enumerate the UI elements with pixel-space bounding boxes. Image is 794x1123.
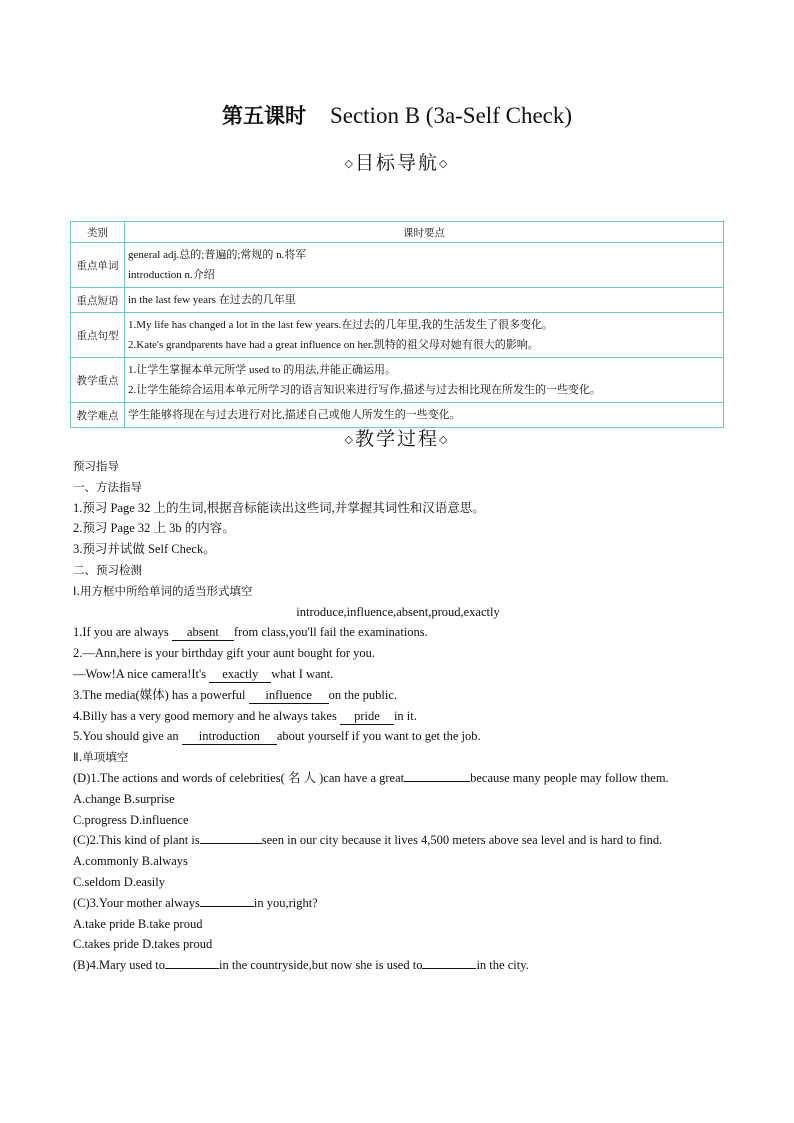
part1-title: Ⅰ.用方框中所给单词的适当形式填空 <box>73 583 253 598</box>
mc-options: A.take pride B.take proud <box>73 916 203 931</box>
row-line: 1.My life has changed a lot in the last few years.在过去的几年里,我的生活发生了很多变化。 <box>128 319 553 331</box>
fill-text: what I want. <box>271 666 334 681</box>
question-blank <box>200 843 262 844</box>
preview-heading: 预习指导 <box>73 459 119 473</box>
title-cn: 第五课时 <box>221 104 306 128</box>
question-text: in the city. <box>476 958 529 973</box>
question-text: in you,right? <box>253 895 318 910</box>
row-line: 2.让学生能综合运用本单元所学习的语言知识来进行写作,描述与过去相比现在所发生的一些变化。 <box>128 384 601 396</box>
mc-options: C.seldom D.easily <box>73 874 166 889</box>
fill-text: on the public. <box>328 687 398 702</box>
goals-banner-text: 目标导航 <box>354 152 439 174</box>
fill-text: from class,you'll fail the examinations. <box>233 625 428 640</box>
row-line: 1.让学生掌握本单元所学 used to 的用法,并能正确运用。 <box>128 364 396 376</box>
row-line: general adj.总的;普遍的;常规的 n.将军 <box>128 249 307 261</box>
row-line: in the last few years 在过去的几年里 <box>128 294 296 306</box>
method-item: 2.预习 Page 32 上 3b 的内容。 <box>73 521 235 536</box>
row-category: 重点句型 <box>71 313 125 358</box>
fill-text: 4.Billy has a very good memory and he always takes <box>73 708 340 723</box>
answer-blank: influence <box>249 688 329 704</box>
part2-title: Ⅱ.单项填空 <box>73 750 129 765</box>
row-category: 重点短语 <box>71 288 125 313</box>
row-content <box>125 243 724 288</box>
method-guide-title: 一、方法指导 <box>73 479 142 494</box>
answer-blank: exactly <box>209 667 271 683</box>
fill-item <box>73 726 723 747</box>
diamond-icon: ◇ <box>344 433 355 446</box>
fill-item <box>73 706 723 727</box>
question-blank <box>165 968 219 969</box>
table-row <box>71 288 724 313</box>
fill-text: 2.—Ann,here is your birthday gift your aunt bought for you. <box>73 646 376 661</box>
row-category: 教学重点 <box>71 358 125 403</box>
question-text: (C)3.Your mother always <box>73 895 200 910</box>
question-blank <box>422 968 476 969</box>
mc-question <box>73 893 723 914</box>
fill-item <box>73 622 723 643</box>
row-line: 学生能够将现在与过去进行对比,描述自己或他人所发生的一些变化。 <box>128 409 461 421</box>
table-header-row <box>71 222 724 243</box>
mc-question <box>73 768 723 789</box>
mc-options: C.progress D.influence <box>73 812 189 827</box>
fill-text: about yourself if you want to get the job. <box>276 729 481 744</box>
diamond-icon: ◇ <box>344 157 355 170</box>
preview-check-title: 二、预习检测 <box>73 562 142 577</box>
mc-options: C.takes pride D.takes proud <box>73 937 213 952</box>
fill-item <box>73 664 723 685</box>
row-content <box>125 288 724 313</box>
question-blank <box>200 906 254 907</box>
fill-text: 1.If you are always <box>73 625 172 640</box>
mc-question <box>73 955 723 976</box>
row-content <box>125 358 724 403</box>
process-banner-text: 教学过程 <box>354 428 439 450</box>
page-title <box>0 100 794 130</box>
answer-blank: pride <box>340 709 394 725</box>
question-text: (B)4.Mary used to <box>73 958 165 973</box>
diamond-icon: ◇ <box>439 157 450 170</box>
question-text: in the countryside,but now she is used to <box>219 958 423 973</box>
goals-banner <box>0 148 794 175</box>
mc-options: A.commonly B.always <box>73 854 188 869</box>
mc-question <box>73 830 723 851</box>
fill-item <box>73 643 723 664</box>
question-text: (D)1.The actions and words of celebrities( 名 人 )can have a great <box>73 770 405 785</box>
answer-blank: absent <box>172 625 234 641</box>
row-category: 重点单词 <box>71 243 125 288</box>
method-item: 3.预习并试做 Self Check。 <box>73 542 216 557</box>
fill-text: in it. <box>393 708 417 723</box>
table-row <box>71 313 724 358</box>
row-line: introduction n.介绍 <box>128 269 215 281</box>
question-text: because many people may follow them. <box>470 770 669 785</box>
method-item: 1.预习 Page 32 上的生词,根据音标能读出这些词,并掌握其词性和汉语意思。 <box>73 500 485 515</box>
diamond-icon: ◇ <box>439 433 450 446</box>
row-content <box>125 313 724 358</box>
question-text: (C)2.This kind of plant is <box>73 833 200 848</box>
process-banner <box>0 424 794 451</box>
row-line: 2.Kate's grandparents have had a great influence on her.凯特的祖父母对她有很大的影响。 <box>128 339 539 351</box>
fill-item <box>73 685 723 706</box>
table-row <box>71 243 724 288</box>
header-points: 课时要点 <box>125 222 724 243</box>
question-text: seen in our city because it lives 4,500 meters above sea level and is hard to find. <box>261 833 663 848</box>
fill-text: —Wow!A nice camera!It's <box>73 666 210 681</box>
row-category: 教学难点 <box>71 403 125 428</box>
preview-section <box>73 456 723 976</box>
header-category: 类别 <box>71 222 125 243</box>
fill-text: 3.The media(媒体) has a powerful <box>73 687 249 702</box>
lesson-points-table <box>70 221 724 428</box>
fill-text: 5.You should give an <box>73 729 182 744</box>
question-blank <box>404 781 470 782</box>
table-row <box>71 358 724 403</box>
answer-blank: introduction <box>182 729 277 745</box>
title-en: Section B (3a-Self Check) <box>329 103 573 128</box>
mc-options: A.change B.surprise <box>73 791 175 806</box>
word-box: introduce,influence,absent,proud,exactly <box>296 604 500 619</box>
